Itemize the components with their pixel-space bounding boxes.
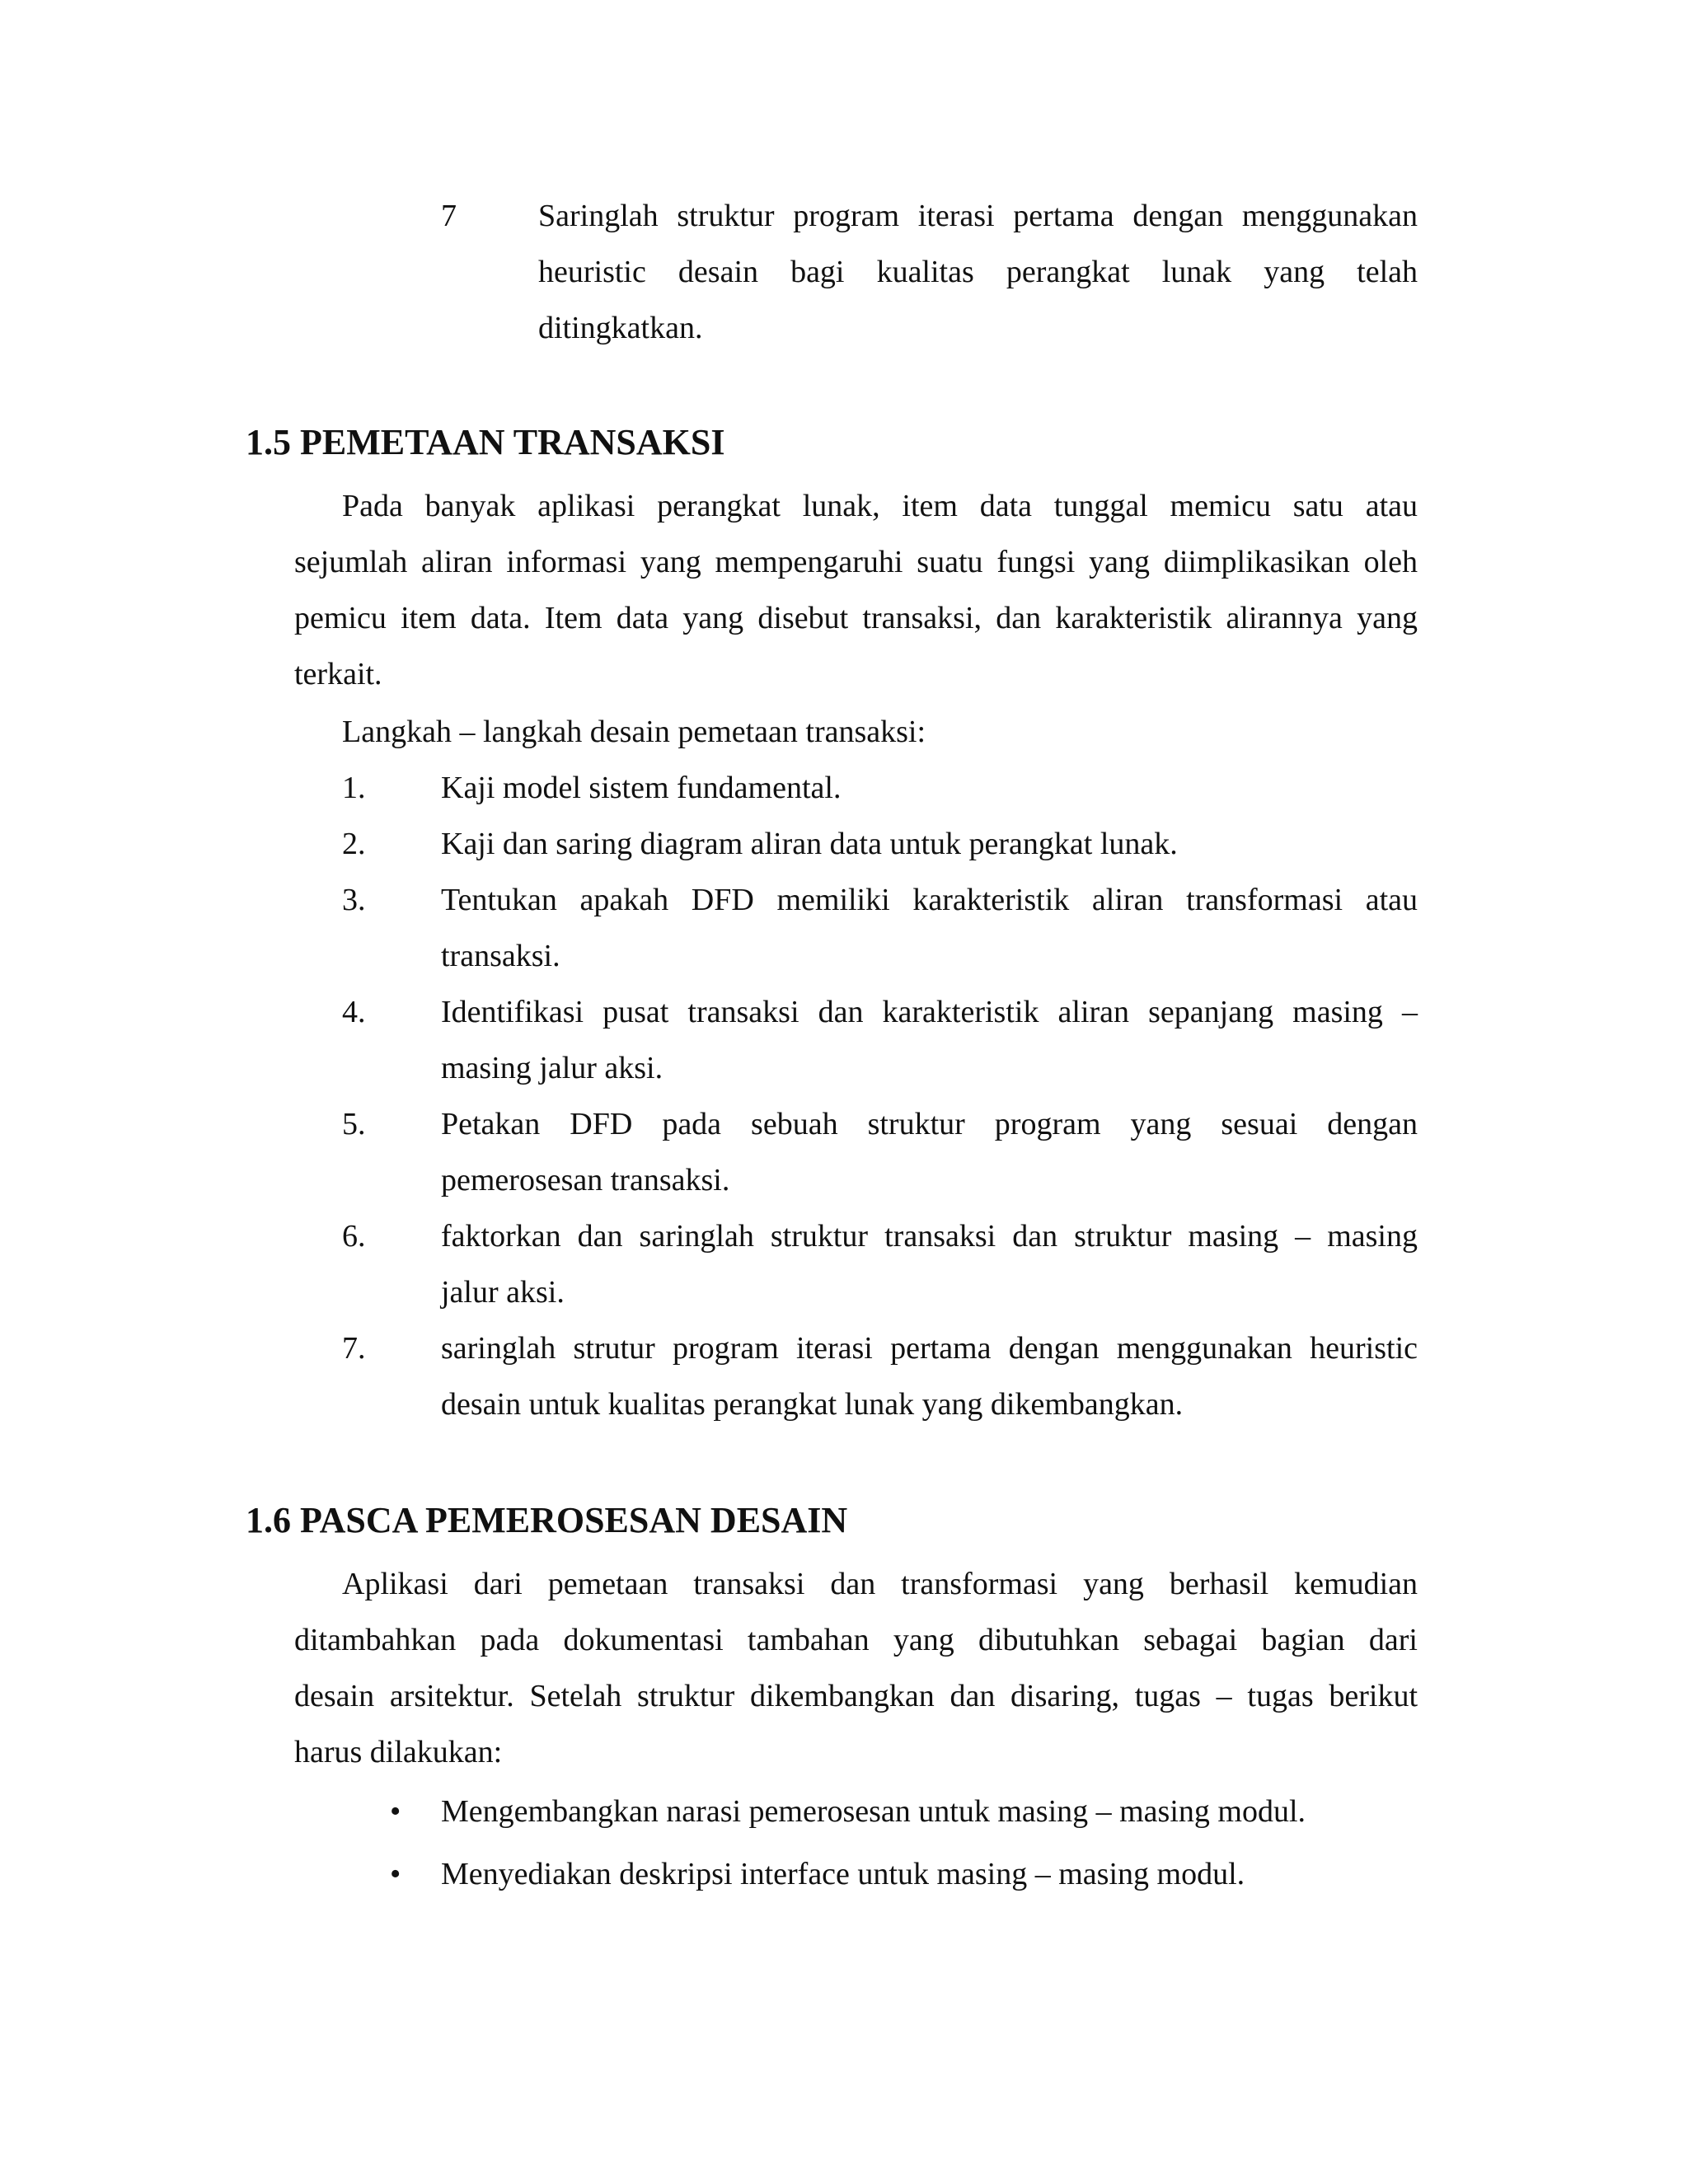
step-text: faktorkan dan saringlah struktur transaksi dan struktur masing – masing: [441, 1219, 1418, 1254]
bullet-icon: •: [390, 1794, 401, 1829]
step-text: saringlah strutur program iterasi pertama dengan menggunakan heuristic: [441, 1331, 1418, 1366]
step-number: 3.: [342, 883, 366, 917]
paragraph-line: harus dilakukan:: [294, 1735, 503, 1769]
step-text: transaksi.: [441, 939, 560, 973]
step-text: jalur aksi.: [441, 1275, 565, 1310]
bullet-item: Menyediakan deskripsi interface untuk masing – masing modul.: [441, 1857, 1245, 1891]
paragraph-line: desain arsitektur. Setelah struktur dikembangkan dan disaring, tugas – tugas berikut: [294, 1679, 1418, 1713]
step-text: masing jalur aksi.: [441, 1051, 663, 1085]
paragraph-line: pemicu item data. Item data yang disebut transaksi, dan karakteristik alirannya yang: [294, 601, 1418, 635]
step-number: 6.: [342, 1219, 366, 1254]
top-item-line: Saringlah struktur program iterasi pertama dengan menggunakan: [538, 199, 1418, 233]
step-number: 4.: [342, 995, 366, 1029]
top-item-line: heuristic desain bagi kualitas perangkat lunak yang telah: [538, 255, 1418, 289]
paragraph-line: ditambahkan pada dokumentasi tambahan yang dibutuhkan sebagai bagian dari: [294, 1623, 1418, 1657]
top-item-number: 7: [441, 199, 457, 233]
bullet-icon: •: [390, 1857, 401, 1891]
step-text: Kaji model sistem fundamental.: [441, 771, 842, 805]
step-number: 5.: [342, 1107, 366, 1141]
paragraph-line: Aplikasi dari pemetaan transaksi dan transformasi yang berhasil kemudian: [342, 1567, 1418, 1601]
top-item-line: ditingkatkan.: [538, 311, 703, 345]
section-heading: 1.6 PASCA PEMEROSESAN DESAIN: [246, 1500, 848, 1540]
paragraph-line: Pada banyak aplikasi perangkat lunak, item data tunggal memicu satu atau: [342, 489, 1418, 523]
paragraph-line: sejumlah aliran informasi yang mempengaruhi suatu fungsi yang diimplikasikan oleh: [294, 545, 1418, 579]
step-number: 7.: [342, 1331, 366, 1366]
step-number: 2.: [342, 827, 366, 861]
step-text: Tentukan apakah DFD memiliki karakteristik aliran transformasi atau: [441, 883, 1418, 917]
bullet-item: Mengembangkan narasi pemerosesan untuk masing – masing modul.: [441, 1794, 1306, 1829]
step-text: Identifikasi pusat transaksi dan karakteristik aliran sepanjang masing –: [441, 995, 1418, 1029]
step-text: desain untuk kualitas perangkat lunak yang dikembangkan.: [441, 1387, 1184, 1422]
step-number: 1.: [342, 771, 366, 805]
section-heading: 1.5 PEMETAAN TRANSAKSI: [246, 422, 725, 462]
step-text: pemerosesan transaksi.: [441, 1163, 730, 1197]
step-text: Petakan DFD pada sebuah struktur program yang sesuai dengan: [441, 1107, 1418, 1141]
step-text: Kaji dan saring diagram aliran data untuk perangkat lunak.: [441, 827, 1178, 861]
steps-intro: Langkah – langkah desain pemetaan transaksi:: [342, 715, 926, 749]
paragraph-line: terkait.: [294, 657, 382, 691]
